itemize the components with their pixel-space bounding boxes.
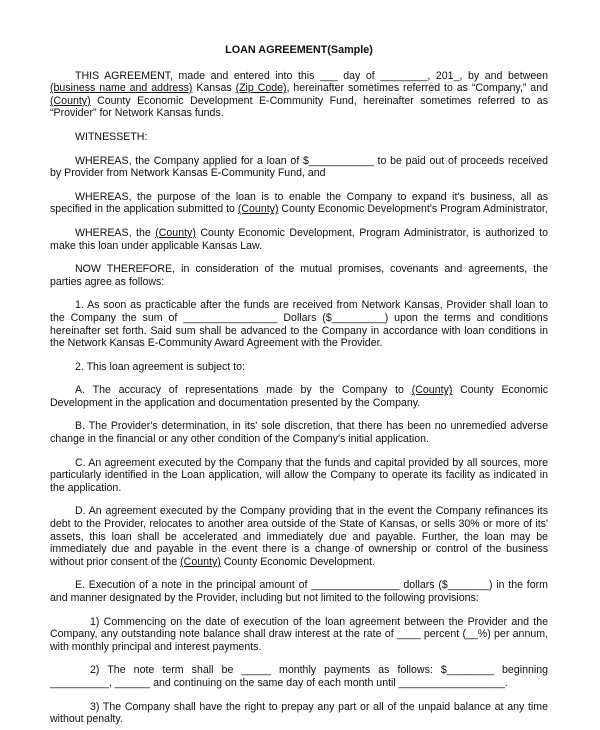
whereas2-text-1: WHEREAS, the purpose of the loan is to enable the Company to expand it's business, all as specified in the application submitted to [50, 190, 548, 216]
provision-3: 3) The Company shall have the right to prepay any part or all of the unpaid balance at any time without penalty. [50, 700, 548, 726]
clause-2a-text-1: A. The accuracy of representations made by the Company to [75, 384, 412, 397]
whereas3-text-1: WHEREAS, the [75, 226, 156, 239]
clause-2: 2. This loan agreement is subject to: [75, 360, 245, 373]
provision-1: 1) Commencing on the date of execution of the loan agreement between the Provider and the Company, any outstanding note balance shall draw interest at the rate of ____ percent (__%) per annum, with monthly principal and interest payments. [50, 615, 548, 653]
zip-code-placeholder: (Zip Code) [235, 82, 287, 95]
clause-2a-text-2: County Economic Development in the application and documentation presented by the Company. [50, 384, 549, 409]
county-placeholder: (County) [155, 226, 196, 239]
county-placeholder: (County) [50, 94, 91, 107]
county-placeholder: (County) [180, 555, 221, 568]
intro-text-3: , hereinafter sometimes referred to as “Company,” and [286, 82, 548, 95]
intro-text-2: Kansas [192, 82, 236, 95]
clause-2d-text-1: D. An agreement executed by the Company providing that in the event the Company refinances its debt to the Provider, relocates to another area outside of the State of Kansas, or sells 30% or more of its' assets, this loan shall be accelerated and immediately due and payable. Further, the loan may be immediately due and payable in the event there is a change of ownership or control of the business without prior consent of the [50, 505, 548, 568]
intro-paragraph [50, 70, 548, 120]
clause-2b: B. The Provider's determination, in its' sole discretion, that there has been no unremedied adverse change in the financial or any other condition of the Company's initial application. [50, 420, 548, 446]
document-title: LOAN AGREEMENT(Sample) [225, 44, 373, 56]
business-name-placeholder: (business name and address) [50, 82, 193, 95]
intro-text-1: THIS AGREEMENT, made and entered into this ___ day of ________, 201_, by and between [75, 69, 548, 82]
clause-1: 1. As soon as practicable after the funds are received from Network Kansas, Provider shall loan to the Company the sum of ________________ Dollars ($_________) upon the terms and conditions hereinafter set forth. Said sum shall be advanced to the Company in accordance with loan conditions in the Network Kansas E-Community Award Agreement with the Provider. [50, 299, 548, 350]
whereas-paragraph-1: WHEREAS, the Company applied for a loan of $___________ to be paid out of proceeds received by Provider from Network Kansas E-Community Fund, and [50, 154, 548, 180]
intro-text-4: County Economic Development E-Community Fund, hereinafter sometimes referred to as “Provider” for Network Kansas funds. [50, 94, 548, 120]
witnesseth-heading: WITNESSETH: [75, 130, 148, 143]
clause-2d-text-2: County Economic Development. [220, 555, 376, 568]
provision-2: 2) The note term shall be _____ monthly payments as follows: $________ beginning __________, ______ and continuing on the same day of each month until __________________. [50, 664, 548, 689]
now-therefore-paragraph: NOW THEREFORE, in consideration of the mutual promises, covenants and agreements, the parties agree as follows: [50, 263, 548, 288]
county-placeholder: (County) [411, 384, 453, 397]
whereas-paragraph-2 [50, 191, 548, 216]
clause-2e: E. Execution of a note in the principal amount of _______________ dollars ($_______) in the form and manner designated by the Provider, including but not limited to the following provisions: [50, 579, 548, 604]
whereas2-text-2: County Economic Development's Program Administrator, [278, 203, 548, 216]
whereas3-text-2: County Economic Development, Program Administrator, is authorized to make this loan under applicable Kansas Law. [50, 226, 549, 252]
whereas-paragraph-3 [50, 227, 548, 252]
county-placeholder: (County) [237, 203, 279, 216]
clause-2c: C. An agreement executed by the Company that the funds and capital provided by all sources, more particularly identified in the Loan application, will allow the Company to operate its facility as indicated in the application. [50, 456, 548, 494]
clause-2d [50, 505, 548, 568]
clause-2a [50, 384, 548, 409]
